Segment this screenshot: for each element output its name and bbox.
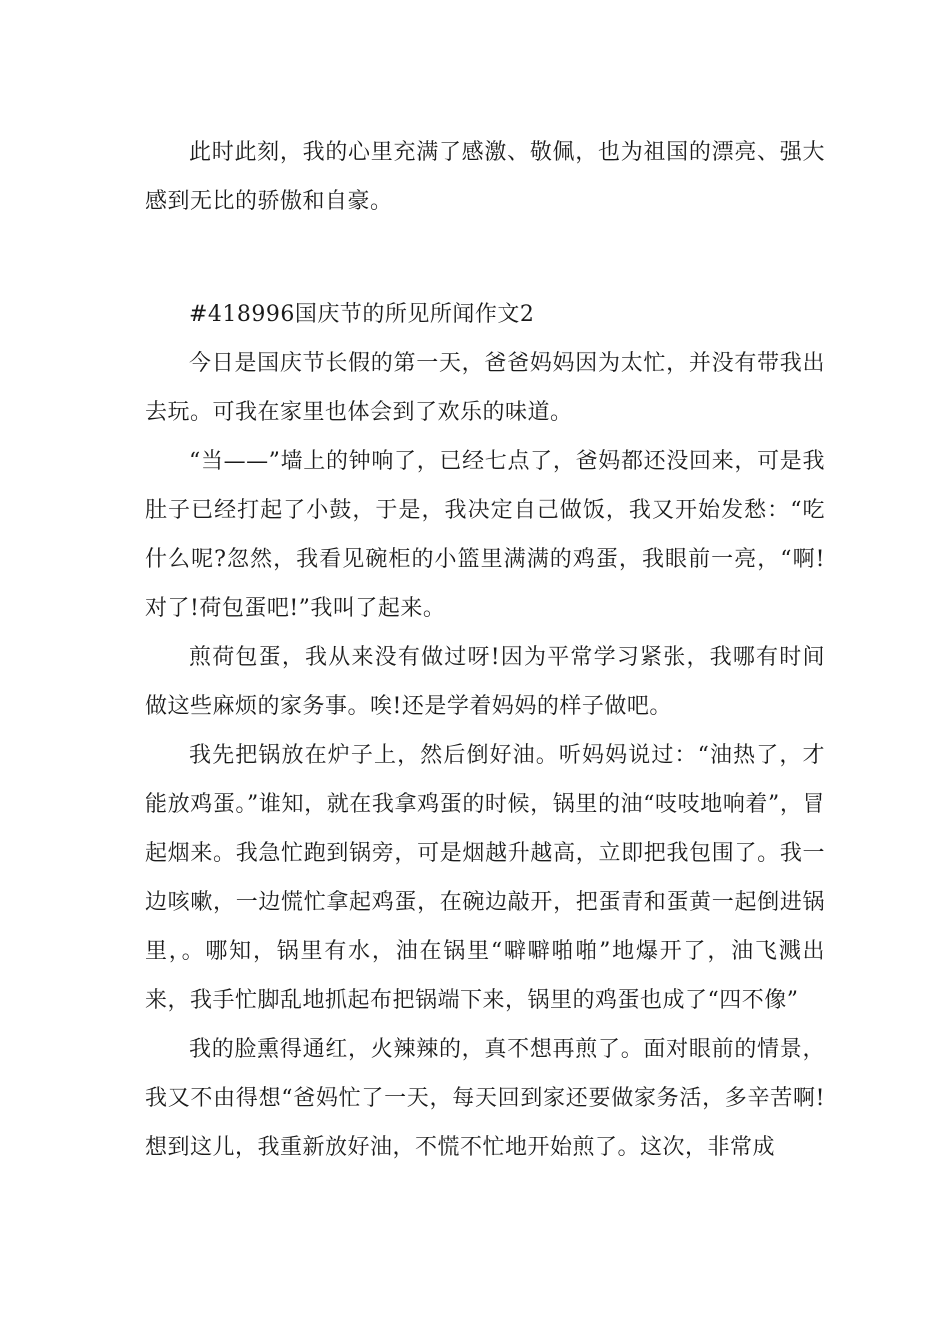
paragraph: 今日是国庆节长假的第一天，爸爸妈妈因为太忙，并没有带我出去玩。可我在家里也体会到了欢乐的味道。	[145, 351, 825, 425]
paragraph: 此时此刻，我的心里充满了感激、敬佩，也为祖国的漂亮、强大感到无比的骄傲和自豪。	[145, 140, 825, 214]
section-gap	[145, 226, 825, 290]
document-body	[145, 128, 825, 1172]
section-heading: #418996国庆节的所见所闻作文2	[189, 302, 535, 327]
paragraph: 煎荷包蛋，我从来没有做过呀!因为平常学习紧张，我哪有时间做这些麻烦的家务事。唉!还是学着妈妈的样子做吧。	[145, 645, 825, 719]
paragraph: 我的脸熏得通红，火辣辣的，真不想再煎了。面对眼前的情景，我又不由得想“爸妈忙了一天，每天回到家还要做家务活，多辛苦啊!想到这儿，我重新放好油，不慌不忙地开始煎了。这次，非常成	[145, 1037, 825, 1160]
paragraph: “当——”墙上的钟响了，已经七点了，爸妈都还没回来，可是我肚子已经打起了小鼓，于是，我决定自己做饭，我又开始发愁：“吃什么呢?忽然，我看见碗柜的小篮里满满的鸡蛋，我眼前一亮，“啊!对了!荷包蛋吧!”我叫了起来。	[145, 449, 825, 621]
paragraph: 我先把锅放在炉子上，然后倒好油。听妈妈说过：“油热了，才能放鸡蛋。”谁知，就在我拿鸡蛋的时候，锅里的油“吱吱地响着”，冒起烟来。我急忙跑到锅旁，可是烟越升越高，立即把我包围了。我一边咳嗽，一边慌忙拿起鸡蛋，在碗边敲开，把蛋青和蛋黄一起倒进锅里，。哪知，锅里有水，油在锅里“噼噼啪啪”地爆开了，油飞溅出来，我手忙脚乱地抓起布把锅端下来，锅里的鸡蛋也成了“四不像”	[145, 743, 825, 1013]
